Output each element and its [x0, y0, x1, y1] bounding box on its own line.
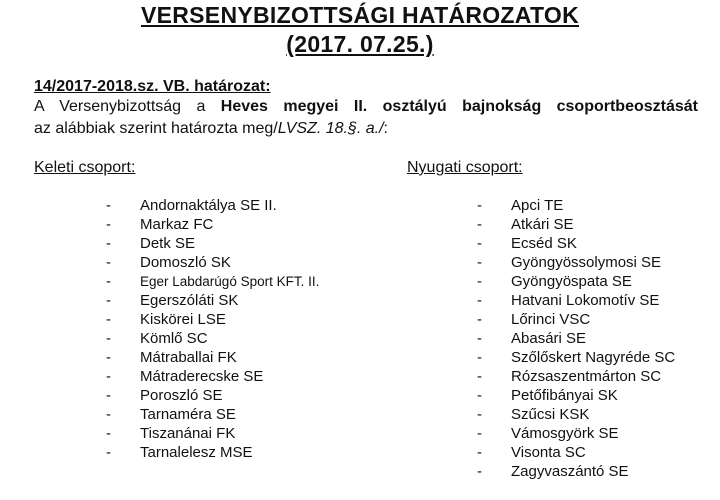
team-name: Hatvani Lokomotív SE: [511, 292, 660, 309]
team-name: Mátraderecske SE: [140, 368, 264, 385]
page-date: (2017. 07.25.): [286, 31, 434, 57]
list-dash: -: [477, 197, 482, 214]
east-group-heading: Keleti csoport:: [34, 159, 136, 176]
list-dash: -: [477, 425, 482, 442]
list-dash: -: [477, 387, 482, 404]
team-name: Tarnalelesz MSE: [140, 444, 253, 461]
list-dash: -: [106, 311, 111, 328]
team-name: Apci TE: [511, 197, 564, 214]
team-name: Ecséd SK: [511, 235, 577, 252]
team-name: Domoszló SK: [140, 254, 231, 271]
team-name: Gyöngyössolymosi SE: [511, 254, 662, 271]
team-list-item: [477, 462, 675, 481]
west-group-heading: Nyugati csoport:: [407, 159, 523, 176]
resolution-rule-reference: LVSZ. 18.§. a./: [277, 120, 384, 137]
team-name: Gyöngyöspata SE: [511, 273, 632, 290]
resolution-text-line-1: [34, 97, 698, 117]
resolution-text-continuation: az alábbiak szerint határozta meg/: [34, 120, 278, 137]
team-list-item: [106, 424, 319, 443]
team-name: Zagyvaszántó SE: [511, 463, 629, 480]
list-dash: -: [106, 254, 111, 271]
team-name: Szőlőskert Nagyréde SC: [511, 349, 676, 366]
list-dash: -: [106, 235, 111, 252]
list-dash: -: [106, 387, 111, 404]
list-dash: -: [477, 273, 482, 290]
team-name: Poroszló SE: [140, 387, 223, 404]
list-dash: -: [106, 349, 111, 366]
list-dash: -: [477, 406, 482, 423]
team-list-item: [106, 443, 319, 462]
list-dash: -: [477, 463, 482, 480]
team-name: Mátraballai FK: [140, 349, 237, 366]
list-dash: -: [106, 425, 111, 442]
list-dash: -: [477, 349, 482, 366]
team-name: Detk SE: [140, 235, 196, 252]
team-list-item: [477, 329, 675, 348]
team-name: Kiskörei LSE: [140, 311, 226, 328]
team-name: Petőfibányai SK: [511, 387, 618, 404]
team-list-item: [477, 291, 675, 310]
list-dash: -: [477, 330, 482, 347]
team-list-item: [477, 367, 675, 386]
team-name: Visonta SC: [511, 444, 586, 461]
east-group-team-list: [106, 196, 319, 462]
team-list-item: [106, 310, 319, 329]
team-list-item: [477, 405, 675, 424]
team-list-item: [477, 272, 675, 291]
team-name: Lőrinci VSC: [511, 311, 591, 328]
team-name: Szűcsi KSK: [511, 406, 590, 423]
team-list-item: [477, 310, 675, 329]
team-name: Eger Labdarúgó Sport KFT. II.: [140, 274, 320, 289]
list-dash: -: [477, 254, 482, 271]
team-list-item: [106, 367, 319, 386]
team-name: Markaz FC: [140, 216, 214, 233]
list-dash: -: [477, 292, 482, 309]
team-name: Abasári SE: [511, 330, 587, 347]
team-list-item: [106, 348, 319, 367]
team-list-item: [477, 424, 675, 443]
list-dash: -: [477, 368, 482, 385]
list-dash: -: [477, 311, 482, 328]
team-name: Atkári SE: [511, 216, 574, 233]
list-dash: -: [106, 406, 111, 423]
team-list-item: [106, 291, 319, 310]
team-list-item: [477, 234, 675, 253]
team-name: Rózsaszentmárton SC: [511, 368, 662, 385]
list-dash: -: [477, 216, 482, 233]
team-name: Tarnaméra SE: [140, 406, 236, 423]
list-dash: -: [477, 444, 482, 461]
resolution-text-end: :: [383, 120, 388, 137]
list-dash: -: [106, 216, 111, 233]
resolution-text-line-2: [34, 119, 388, 139]
west-group-team-list: [477, 196, 675, 481]
team-name: Andornaktálya SE II.: [140, 197, 277, 214]
list-dash: -: [106, 444, 111, 461]
team-list-item: [477, 253, 675, 272]
resolution-text-subject: Heves megyei II. osztályú bajnokság csoportbeosztását: [220, 98, 698, 115]
resolution-number: 14/2017-2018.sz. VB. határozat:: [34, 78, 271, 95]
list-dash: -: [106, 292, 111, 309]
team-list-item: [106, 215, 319, 234]
team-list-item: [106, 272, 319, 291]
team-list-item: [477, 196, 675, 215]
team-name: Vámosgyörk SE: [511, 425, 619, 442]
list-dash: -: [106, 368, 111, 385]
list-dash: -: [106, 330, 111, 347]
list-dash: -: [477, 235, 482, 252]
list-dash: -: [106, 273, 111, 290]
team-name: Kömlő SC: [140, 330, 208, 347]
team-list-item: [106, 196, 319, 215]
team-list-item: [477, 348, 675, 367]
team-list-item: [106, 405, 319, 424]
team-list-item: [477, 443, 675, 462]
resolution-text-intro: A Versenybizottság a: [34, 98, 221, 115]
page-title: VERSENYBIZOTTSÁGI HATÁROZATOK: [140, 2, 580, 28]
team-list-item: [477, 215, 675, 234]
team-name: Egerszóláti SK: [140, 292, 239, 309]
team-list-item: [106, 234, 319, 253]
list-dash: -: [106, 197, 111, 214]
team-list-item: [106, 386, 319, 405]
team-list-item: [106, 253, 319, 272]
team-list-item: [106, 329, 319, 348]
team-list-item: [477, 386, 675, 405]
team-name: Tiszanánai FK: [140, 425, 236, 442]
